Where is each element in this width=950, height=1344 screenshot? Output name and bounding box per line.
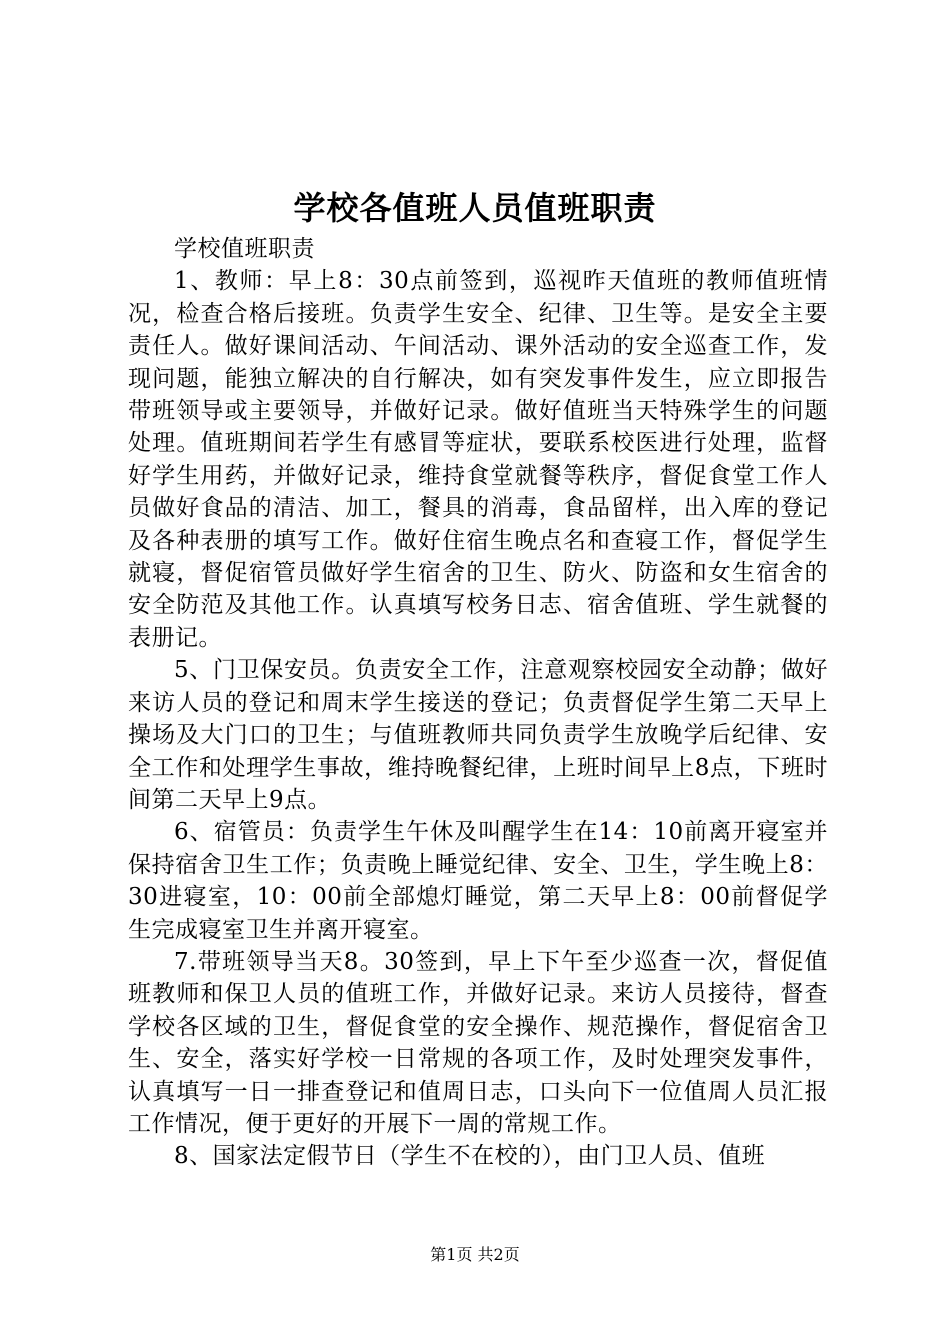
paragraph-teacher-duty: 1、教师：早上8：30点前签到，巡视昨天值班的教师值班情况，检查合格后接班。负责学生安全、纪律、卫生等。是安全主要责任人。做好课间活动、午间活动、课外活动的安全巡查工作，发现问题，能独立解决的自行解决，如有突发事件发生，应立即报告带班领导或主要领导，并做好记录。做好值班当天特殊学生的问题处理。值班期间若学生有感冒等症状，要联系校医进行处理，监督好学生用药，并做好记录，维持食堂就餐等秩序，督促食堂工作人员做好食品的清洁、加工，餐具的消毒，食品留样，出入库的登记及各种表册的填写工作。做好住宿生晚点名和查寝工作，督促学生就寝，督促宿管员做好学生宿舍的卫生、防火、防盗和女生宿舍的安全防范及其他工作。认真填写校务日志、宿舍值班、学生就餐的表册记。 [128, 268, 828, 651]
paragraph-dorm-manager-duty: 6、宿管员：负责学生午休及叫醒学生在14：10前离开寝室并保持宿舍卫生工作；负责晚上睡觉纪律、安全、卫生，学生晚上8：30进寝室，10：00前全部熄灯睡觉，第二天早上8：00前督促学生完成寝室卫生并离开寝室。 [128, 819, 828, 943]
paragraph-heading: 学校值班职责 [174, 236, 315, 262]
page-footer: 第1页 共2页 [430, 1245, 520, 1264]
paragraph-guard-duty: 5、门卫保安员。负责安全工作，注意观察校园安全动静；做好来访人员的登记和周末学生接送的登记；负责督促学生第二天早上操场及大门口的卫生；与值班教师共同负责学生放晚学后纪律、安全工作和处理学生事故，维持晚餐纪律，上班时间早上8点，下班时间第二天早上9点。 [128, 657, 828, 813]
document-body [128, 233, 828, 1173]
paragraph-holiday-duty: 8、国家法定假节日（学生不在校的），由门卫人员、值班 [174, 1143, 766, 1170]
document-title: 学校各值班人员值班职责 [293, 189, 657, 227]
paragraph-leader-duty: 7.带班领导当天8。30签到，早上下午至少巡查一次，督促值班教师和保卫人员的值班工作，并做好记录。来访人员接待，督查学校各区域的卫生，督促食堂的安全操作、规范操作，督促宿舍卫生、安全，落实好学校一日常规的各项工作，及时处理突发事件，认真填写一日一排查登记和值周日志，口头向下一位值周人员汇报工作情况，便于更好的开展下一周的常规工作。 [128, 948, 828, 1137]
